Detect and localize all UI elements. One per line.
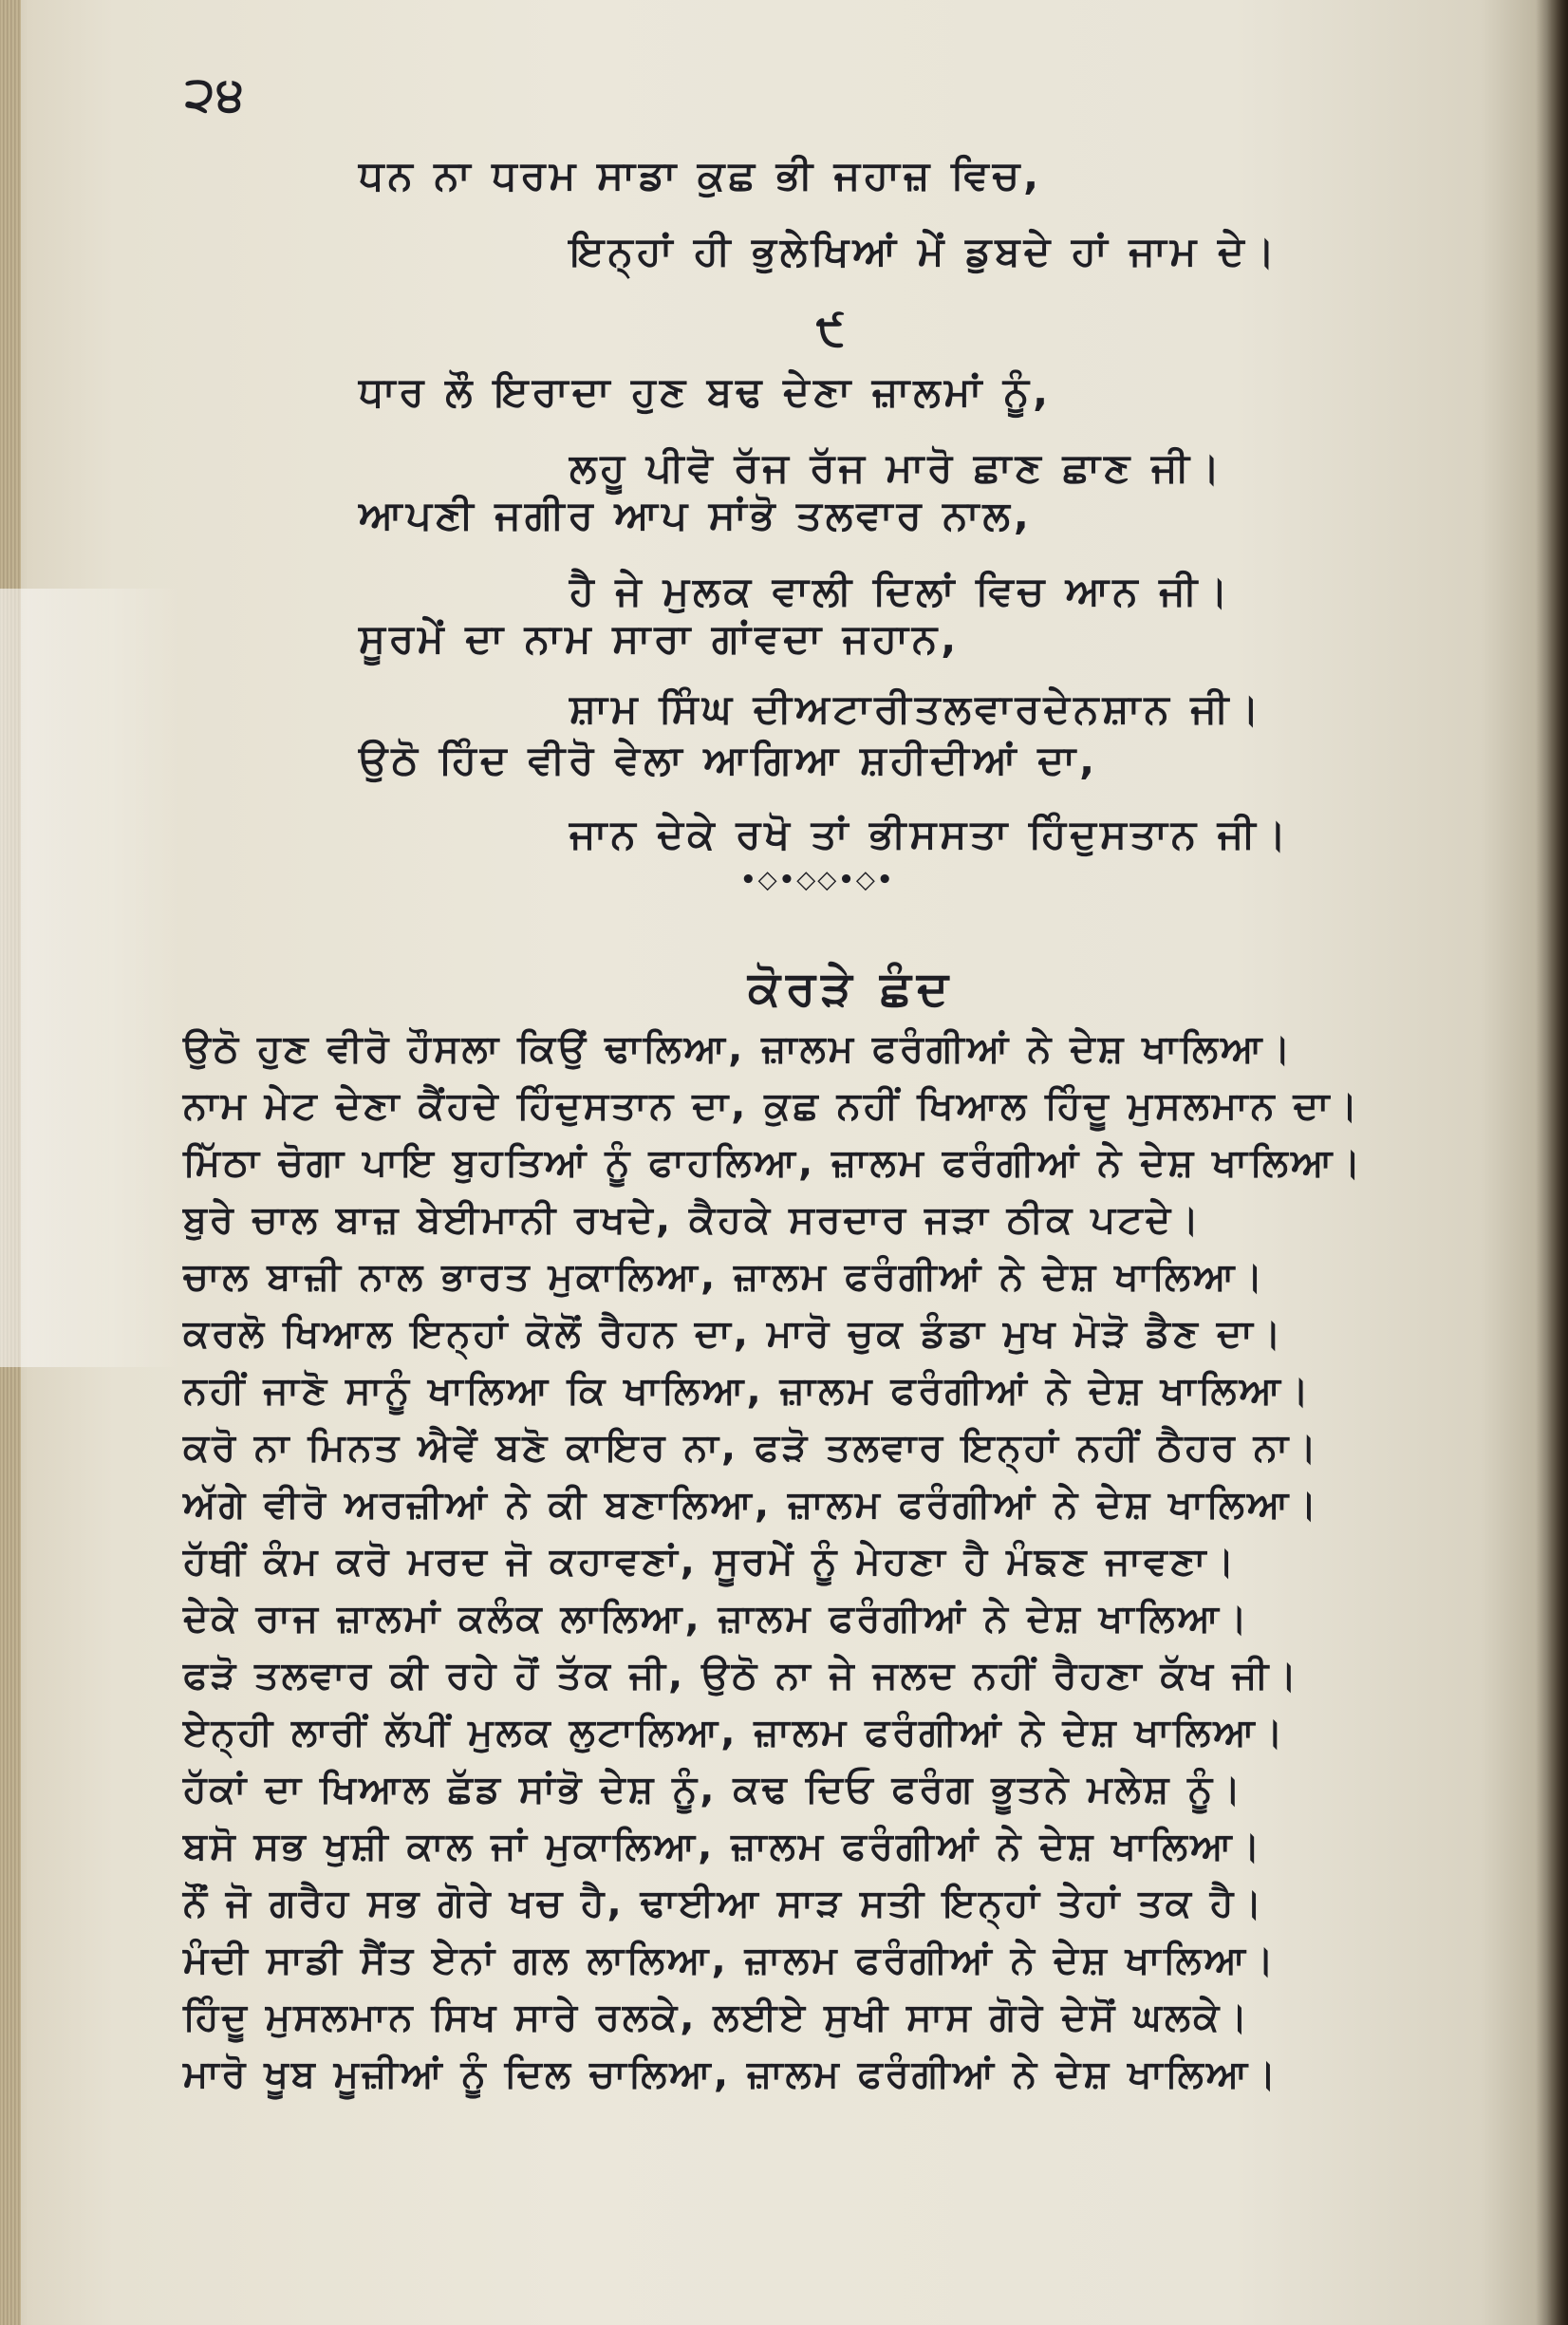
- chhand-line: ਅੱਗੇ ਵੀਰੋ ਅਰਜ਼ੀਆਂ ਨੇ ਕੀ ਬਣਾਲਿਆ, ਜ਼ਾਲਮ ਫਰੰਗੀਆਂ ਨੇ ਦੇਸ਼ ਖਾਲਿਆ।: [183, 1483, 1320, 1527]
- chhand-line: ਨਾਮ ਮੇਟ ਦੇਣਾ ਕੈਂਹਦੇ ਹਿੰਦੁਸਤਾਨ ਦਾ, ਕੁਛ ਨਹੀਂ ਖਿਆਲ ਹਿੰਦੂ ਮੁਸਲਮਾਨ ਦਾ।: [183, 1084, 1361, 1128]
- section-divider-ornament: •◇•◇◇•◇•: [740, 866, 895, 894]
- chhand-line: ਨੌਂ ਜੋ ਗਰੈਹ ਸਭ ਗੋਰੇ ਖਚ ਹੈ, ਢਾਈਆ ਸਾੜ ਸਤੀ ਇਨ੍ਹਾਂ ਤੇਹਾਂ ਤਕ ਹੈ।: [183, 1882, 1265, 1925]
- chhand-line: ਬੁਰੇ ਚਾਲ ਬਾਜ਼ ਬੇਈਮਾਨੀ ਰਖਦੇ, ਕੈਹਕੇ ਸਰਦਾਰ ਜੜਾ ਠੀਕ ਪਟਦੇ।: [183, 1198, 1203, 1242]
- stanza-line: ਹੈ ਜੇ ਮੁਲਕ ਵਾਲੀ ਦਿਲਾਂ ਵਿਚ ਆਨ ਜੀ।: [569, 568, 1232, 614]
- chhand-line: ਮੰਦੀ ਸਾਡੀ ਸੈਂਤ ਏਨਾਂ ਗਲ ਲਾਲਿਆ, ਜ਼ਾਲਮ ਫਰੰਗੀਆਂ ਨੇ ਦੇਸ਼ ਖਾਲਿਆ।: [183, 1939, 1278, 1982]
- page-number: ੨੪: [185, 66, 246, 122]
- stanza-line: ਆਪਣੀ ਜਗੀਰ ਆਪ ਸਾਂਭੋ ਤਲਵਾਰ ਨਾਲ,: [359, 492, 1033, 538]
- chhand-line: ਕਰੋ ਨਾ ਮਿਨਤ ਐਵੇਂ ਬਣੋ ਕਾਇਰ ਨਾ, ਫੜੋ ਤਲਵਾਰ ਇਨ੍ਹਾਂ ਨਹੀਂ ਠੈਹਰ ਨਾ।: [183, 1426, 1320, 1470]
- stanza-line: ਧਾਰ ਲੌ ਇਰਾਦਾ ਹੁਣ ਬਢ ਦੇਣਾ ਜ਼ਾਲਮਾਂ ਨੂੰ,: [359, 368, 1053, 415]
- stanza-line: ਲਹੂ ਪੀਵੋ ਰੱਜ ਰੱਜ ਮਾਰੋ ਛਾਣ ਛਾਣ ਜੀ।: [569, 444, 1224, 491]
- chhand-line: ਮਾਰੋ ਖੂਬ ਮੂਜ਼ੀਆਂ ਨੂੰ ਦਿਲ ਚਾਲਿਆ, ਜ਼ਾਲਮ ਫਰੰਗੀਆਂ ਨੇ ਦੇਸ਼ ਖਾਲਿਆ।: [183, 2053, 1279, 2096]
- chhand-line: ਕਰਲੋ ਖਿਆਲ ਇਨ੍ਹਾਂ ਕੋਲੋਂ ਰੈਹਨ ਦਾ, ਮਾਰੋ ਚੁਕ ਡੰਡਾ ਮੁਖ ਮੋੜੋ ਡੈਣ ਦਾ।: [183, 1312, 1284, 1356]
- chhand-line: ਫੜੋ ਤਲਵਾਰ ਕੀ ਰਹੇ ਹੋਂ ਤੱਕ ਜੀ, ਉਠੋ ਨਾ ਜੇ ਜਲਦ ਨਹੀਂ ਰੈਹਣਾ ਕੱਖ ਜੀ।: [183, 1654, 1300, 1697]
- stanza-number: ੯: [816, 304, 846, 355]
- chhand-line: ਦੇਕੇ ਰਾਜ ਜ਼ਾਲਮਾਂ ਕਲੰਕ ਲਾਲਿਆ, ਜ਼ਾਲਮ ਫਰੰਗੀਆਂ ਨੇ ਦੇਸ਼ ਖਾਲਿਆ।: [183, 1597, 1251, 1641]
- verse-line: ਇਨ੍ਹਾਂ ਹੀ ਭੁਲੇਖਿਆਂ ਮੇਂ ਡੁਬਦੇ ਹਾਂ ਜਾਮ ਦੇ।: [569, 228, 1279, 274]
- stanza-line: ਉਠੋ ਹਿੰਦ ਵੀਰੋ ਵੇਲਾ ਆਗਿਆ ਸ਼ਹੀਦੀਆਂ ਦਾ,: [359, 737, 1099, 783]
- stanza-line: ਸ਼ਾਮ ਸਿੰਘ ਦੀਅਟਾਰੀਤਲਵਾਰਦੇਨਸ਼ਾਨ ਜੀ।: [569, 685, 1263, 732]
- stanza-line: ਸੂਰਮੇਂ ਦਾ ਨਾਮ ਸਾਰਾ ਗਾਂਵਦਾ ਜਹਾਨ,: [359, 615, 961, 662]
- chhand-line: ਹੱਕਾਂ ਦਾ ਖਿਆਲ ਛੱਡ ਸਾਂਭੋ ਦੇਸ਼ ਨੂੰ, ਕਢ ਦਿਓ ਫਰੰਗ ਭੂਤਨੇ ਮਲੇਸ਼ ਨੂੰ।: [183, 1768, 1244, 1811]
- section-title: ਕੋਰੜੇ ਛੰਦ: [748, 961, 955, 1016]
- chhand-line: ਚਾਲ ਬਾਜ਼ੀ ਨਾਲ ਭਾਰਤ ਮੁਕਾਲਿਆ, ਜ਼ਾਲਮ ਫਰੰਗੀਆਂ ਨੇ ਦੇਸ਼ ਖਾਲਿਆ।: [183, 1255, 1266, 1299]
- verse-line: ਧਨ ਨਾ ਧਰਮ ਸਾਡਾ ਕੁਛ ਭੀ ਜਹਾਜ਼ ਵਿਚ,: [359, 152, 1043, 198]
- chhand-line: ਮਿੱਠਾ ਚੋਗਾ ਪਾਇ ਬੁਹਤਿਆਂ ਨੂੰ ਫਾਹਲਿਆ, ਜ਼ਾਲਮ ਫਰੰਗੀਆਂ ਨੇ ਦੇਸ਼ ਖਾਲਿਆ।: [183, 1141, 1364, 1185]
- stanza-line: ਜਾਨ ਦੇਕੇ ਰਖੋ ਤਾਂ ਭੀਸਸਤਾ ਹਿੰਦੁਸਤਾਨ ਜੀ।: [569, 811, 1291, 857]
- chhand-line: ਹੱਥੀਂ ਕੰਮ ਕਰੋ ਮਰਦ ਜੋ ਕਹਾਵਣਾਂ, ਸੂਰਮੇਂ ਨੂੰ ਮੇਹਣਾ ਹੈ ਮੰਙਣ ਜਾਵਣਾ।: [183, 1540, 1238, 1584]
- chhand-line: ਹਿੰਦੂ ਮੁਸਲਮਾਨ ਸਿਖ ਸਾਰੇ ਰਲਕੇ, ਲਈਏ ਸੁਖੀ ਸਾਸ ਗੋਰੇ ਦੇਸੋਂ ਘਲਕੇ।: [183, 1996, 1251, 2039]
- chhand-line: ਉਠੋ ਹੁਣ ਵੀਰੋ ਹੌਸਲਾ ਕਿਉਂ ਢਾਲਿਆ, ਜ਼ਾਲਮ ਫਰੰਗੀਆਂ ਨੇ ਦੇਸ਼ ਖਾਲਿਆ।: [183, 1027, 1294, 1071]
- chhand-line: ਏਨ੍ਹੀ ਲਾਰੀਂ ਲੱਪੀਂ ਮੁਲਕ ਲੁਟਾਲਿਆ, ਜ਼ਾਲਮ ਫਰੰਗੀਆਂ ਨੇ ਦੇਸ਼ ਖਾਲਿਆ।: [183, 1711, 1286, 1754]
- chhand-line: ਨਹੀਂ ਜਾਣੋ ਸਾਨੂੰ ਖਾਲਿਆ ਕਿ ਖਾਲਿਆ, ਜ਼ਾਲਮ ਫਰੰਗੀਆਂ ਨੇ ਦੇਸ਼ ਖਾਲਿਆ।: [183, 1369, 1313, 1413]
- chhand-line: ਬਸੋ ਸਭ ਖੁਸ਼ੀ ਕਾਲ ਜਾਂ ਮੁਕਾਲਿਆ, ਜ਼ਾਲਮ ਫਰੰਗੀਆਂ ਨੇ ਦੇਸ਼ ਖਾਲਿਆ।: [183, 1825, 1263, 1868]
